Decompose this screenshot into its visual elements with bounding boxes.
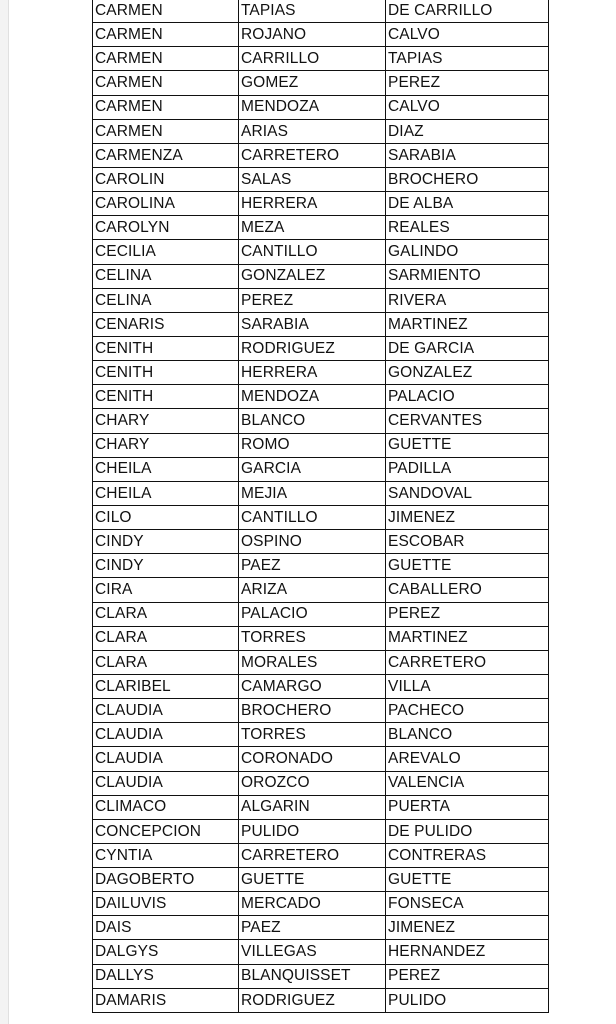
table-row — [93, 723, 549, 747]
table-row — [93, 457, 549, 481]
first-name-cell: DALLYS — [93, 964, 239, 988]
first-surname-cell: GOMEZ — [239, 71, 386, 95]
first-name-cell: CELINA — [93, 264, 239, 288]
table-row — [93, 433, 549, 457]
names-table — [92, 0, 549, 1013]
second-surname-cell: PUERTA — [386, 795, 549, 819]
first-name-cell: DAGOBERTO — [93, 868, 239, 892]
first-name-cell: CARMEN — [93, 71, 239, 95]
first-surname-cell: SARABIA — [239, 312, 386, 336]
second-surname-cell: SARABIA — [386, 143, 549, 167]
table-row — [93, 95, 549, 119]
table-row — [93, 47, 549, 71]
first-surname-cell: ARIAS — [239, 119, 386, 143]
first-name-cell: CHARY — [93, 409, 239, 433]
first-name-cell: CENITH — [93, 385, 239, 409]
table-row — [93, 192, 549, 216]
first-surname-cell: BLANCO — [239, 409, 386, 433]
second-surname-cell: HERNANDEZ — [386, 940, 549, 964]
second-surname-cell: PEREZ — [386, 71, 549, 95]
first-name-cell: CHEILA — [93, 481, 239, 505]
first-name-cell: CLARA — [93, 626, 239, 650]
first-name-cell: CARMEN — [93, 95, 239, 119]
first-surname-cell: GONZALEZ — [239, 264, 386, 288]
first-name-cell: DAILUVIS — [93, 892, 239, 916]
first-surname-cell: VILLEGAS — [239, 940, 386, 964]
table-row — [93, 530, 549, 554]
first-surname-cell: MENDOZA — [239, 385, 386, 409]
first-surname-cell: TORRES — [239, 723, 386, 747]
table-row — [93, 0, 549, 23]
second-surname-cell: SARMIENTO — [386, 264, 549, 288]
first-name-cell: CARMENZA — [93, 143, 239, 167]
first-name-cell: CARMEN — [93, 47, 239, 71]
first-name-cell: CLAUDIA — [93, 747, 239, 771]
first-surname-cell: CAMARGO — [239, 674, 386, 698]
second-surname-cell: REALES — [386, 216, 549, 240]
first-name-cell: CAROLIN — [93, 167, 239, 191]
table-row — [93, 167, 549, 191]
first-name-cell: CLIMACO — [93, 795, 239, 819]
first-surname-cell: CORONADO — [239, 747, 386, 771]
second-surname-cell: CALVO — [386, 23, 549, 47]
second-surname-cell: GUETTE — [386, 868, 549, 892]
second-surname-cell: BLANCO — [386, 723, 549, 747]
second-surname-cell: PADILLA — [386, 457, 549, 481]
first-surname-cell: CANTILLO — [239, 505, 386, 529]
first-name-cell: CAROLYN — [93, 216, 239, 240]
second-surname-cell: SANDOVAL — [386, 481, 549, 505]
first-name-cell: DALGYS — [93, 940, 239, 964]
table-row — [93, 361, 549, 385]
second-surname-cell: CONTRERAS — [386, 843, 549, 867]
second-surname-cell: FONSECA — [386, 892, 549, 916]
table-row — [93, 602, 549, 626]
first-surname-cell: BLANQUISSET — [239, 964, 386, 988]
first-surname-cell: MORALES — [239, 650, 386, 674]
table-row — [93, 554, 549, 578]
second-surname-cell: VALENCIA — [386, 771, 549, 795]
second-surname-cell: PACHECO — [386, 699, 549, 723]
first-surname-cell: GARCIA — [239, 457, 386, 481]
table-row — [93, 699, 549, 723]
first-name-cell: CENITH — [93, 361, 239, 385]
table-row — [93, 650, 549, 674]
table-row — [93, 771, 549, 795]
first-name-cell: CARMEN — [93, 0, 239, 23]
second-surname-cell: DE PULIDO — [386, 819, 549, 843]
first-surname-cell: MEZA — [239, 216, 386, 240]
first-surname-cell: MENDOZA — [239, 95, 386, 119]
table-row — [93, 940, 549, 964]
second-surname-cell: GUETTE — [386, 554, 549, 578]
first-name-cell: CLARA — [93, 602, 239, 626]
table-row — [93, 626, 549, 650]
first-surname-cell: ALGARIN — [239, 795, 386, 819]
table-row — [93, 240, 549, 264]
first-surname-cell: TORRES — [239, 626, 386, 650]
first-name-cell: CILO — [93, 505, 239, 529]
second-surname-cell: DIAZ — [386, 119, 549, 143]
first-surname-cell: MEJIA — [239, 481, 386, 505]
table-row — [93, 892, 549, 916]
table-row — [93, 843, 549, 867]
second-surname-cell: PEREZ — [386, 964, 549, 988]
first-surname-cell: CANTILLO — [239, 240, 386, 264]
second-surname-cell: PEREZ — [386, 602, 549, 626]
table-row — [93, 312, 549, 336]
second-surname-cell: RIVERA — [386, 288, 549, 312]
first-name-cell: CYNTIA — [93, 843, 239, 867]
second-surname-cell: DE ALBA — [386, 192, 549, 216]
first-name-cell: CONCEPCION — [93, 819, 239, 843]
table-row — [93, 409, 549, 433]
first-surname-cell: GUETTE — [239, 868, 386, 892]
first-name-cell: CARMEN — [93, 119, 239, 143]
second-surname-cell: GALINDO — [386, 240, 549, 264]
first-name-cell: DAMARIS — [93, 988, 239, 1012]
table-row — [93, 819, 549, 843]
second-surname-cell: ESCOBAR — [386, 530, 549, 554]
second-surname-cell: JIMENEZ — [386, 916, 549, 940]
table-row — [93, 143, 549, 167]
first-name-cell: DAIS — [93, 916, 239, 940]
table-row — [93, 868, 549, 892]
table-row — [93, 916, 549, 940]
table-row — [93, 71, 549, 95]
second-surname-cell: GUETTE — [386, 433, 549, 457]
first-name-cell: CLAUDIA — [93, 723, 239, 747]
table-row — [93, 578, 549, 602]
second-surname-cell: GONZALEZ — [386, 361, 549, 385]
table-row — [93, 747, 549, 771]
first-name-cell: CLAUDIA — [93, 771, 239, 795]
first-surname-cell: OSPINO — [239, 530, 386, 554]
first-surname-cell: PAEZ — [239, 916, 386, 940]
first-surname-cell: TAPIAS — [239, 0, 386, 23]
table-row — [93, 481, 549, 505]
first-name-cell: CENITH — [93, 336, 239, 360]
table-row — [93, 336, 549, 360]
table-row — [93, 264, 549, 288]
first-name-cell: CLAUDIA — [93, 699, 239, 723]
first-surname-cell: HERRERA — [239, 192, 386, 216]
first-surname-cell: ARIZA — [239, 578, 386, 602]
first-surname-cell: SALAS — [239, 167, 386, 191]
first-surname-cell: MERCADO — [239, 892, 386, 916]
document-page — [8, 0, 616, 1024]
first-surname-cell: PAEZ — [239, 554, 386, 578]
first-surname-cell: PULIDO — [239, 819, 386, 843]
table-row — [93, 988, 549, 1012]
second-surname-cell: BROCHERO — [386, 167, 549, 191]
second-surname-cell: VILLA — [386, 674, 549, 698]
second-surname-cell: CALVO — [386, 95, 549, 119]
second-surname-cell: CARRETERO — [386, 650, 549, 674]
table-row — [93, 674, 549, 698]
first-surname-cell: CARRETERO — [239, 143, 386, 167]
table-row — [93, 216, 549, 240]
first-surname-cell: OROZCO — [239, 771, 386, 795]
second-surname-cell: PULIDO — [386, 988, 549, 1012]
first-name-cell: CELINA — [93, 288, 239, 312]
first-name-cell: CARMEN — [93, 23, 239, 47]
first-surname-cell: HERRERA — [239, 361, 386, 385]
table-row — [93, 119, 549, 143]
first-name-cell: CENARIS — [93, 312, 239, 336]
first-name-cell: CECILIA — [93, 240, 239, 264]
first-name-cell: CINDY — [93, 554, 239, 578]
first-name-cell: CIRA — [93, 578, 239, 602]
first-surname-cell: ROMO — [239, 433, 386, 457]
table-row — [93, 288, 549, 312]
second-surname-cell: DE CARRILLO — [386, 0, 549, 23]
second-surname-cell: MARTINEZ — [386, 626, 549, 650]
second-surname-cell: MARTINEZ — [386, 312, 549, 336]
first-name-cell: CLARA — [93, 650, 239, 674]
table-row — [93, 795, 549, 819]
table-row — [93, 964, 549, 988]
names-table-body — [93, 0, 549, 1012]
first-surname-cell: PALACIO — [239, 602, 386, 626]
second-surname-cell: CABALLERO — [386, 578, 549, 602]
first-name-cell: CHEILA — [93, 457, 239, 481]
first-surname-cell: CARRILLO — [239, 47, 386, 71]
second-surname-cell: AREVALO — [386, 747, 549, 771]
second-surname-cell: PALACIO — [386, 385, 549, 409]
second-surname-cell: TAPIAS — [386, 47, 549, 71]
first-surname-cell: ROJANO — [239, 23, 386, 47]
first-name-cell: CINDY — [93, 530, 239, 554]
first-name-cell: CAROLINA — [93, 192, 239, 216]
second-surname-cell: DE GARCIA — [386, 336, 549, 360]
first-surname-cell: RODRIGUEZ — [239, 988, 386, 1012]
table-row — [93, 23, 549, 47]
first-surname-cell: RODRIGUEZ — [239, 336, 386, 360]
first-surname-cell: BROCHERO — [239, 699, 386, 723]
second-surname-cell: JIMENEZ — [386, 505, 549, 529]
first-surname-cell: PEREZ — [239, 288, 386, 312]
table-row — [93, 385, 549, 409]
first-name-cell: CLARIBEL — [93, 674, 239, 698]
first-surname-cell: CARRETERO — [239, 843, 386, 867]
table-row — [93, 505, 549, 529]
first-name-cell: CHARY — [93, 433, 239, 457]
second-surname-cell: CERVANTES — [386, 409, 549, 433]
